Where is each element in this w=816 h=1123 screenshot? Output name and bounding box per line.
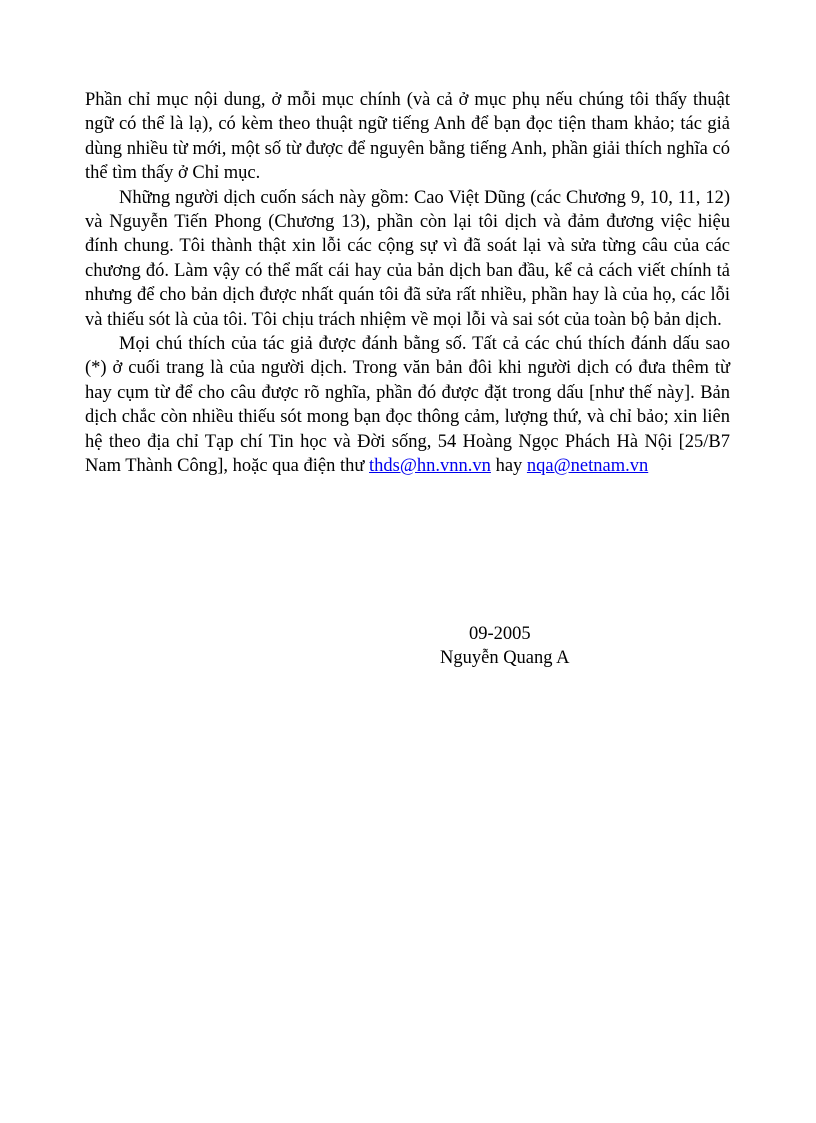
paragraph-footnotes-text: Mọi chú thích của tác giả được đánh bằng số. Tất cả các chú thích đánh dấu sao (*) ở cuối trang là của người dịch. Trong văn bản đôi khi người dịch có đưa thêm từ hay cụm từ để cho câu được rõ nghĩa, phần đó được đặt trong dấu [như thế này]. Bản dịch chắc còn nhiều thiếu sót mong bạn đọc thông cảm, lượng thứ, và chỉ bảo; xin liên hệ theo địa chỉ Tạp chí Tin học và Đời sống, 54 Hoàng Ngọc Phách Hà Nội [25/B7 Nam Thành Công], hoặc qua điện thư (85, 334, 730, 477)
signature-date: 09-2005 (469, 624, 531, 644)
signature-name: Nguyễn Quang A (440, 648, 570, 669)
paragraph-footnotes-contact (85, 332, 730, 478)
paragraph-translators: Những người dịch cuốn sách này gồm: Cao Việt Dũng (các Chương 9, 10, 11, 12) và Nguyễn Tiến Phong (Chương 13), phần còn lại tôi dịch và đảm đương việc hiệu đính chung. Tôi thành thật xin lỗi các cộng sự vì đã soát lại và sửa từng câu của các chương đó. Làm vậy có thể mất cái hay của bản dịch ban đầu, kể cả cách viết chính tả nhưng để cho bản dịch được nhất quán tôi đã sửa rất nhiều, phần hay là của họ, các lỗi và thiếu sót là của tôi. Tôi chịu trách nhiệm về mọi lỗi và sai sót của toàn bộ bản dịch. (85, 187, 730, 330)
email-link-thds[interactable]: thds@hn.vnn.vn (369, 456, 491, 477)
document-body (85, 88, 730, 479)
signature-block (440, 622, 569, 671)
paragraph-index-note: Phần chỉ mục nội dung, ở mỗi mục chính (và cả ở mục phụ nếu chúng tôi thấy thuật ngữ có thể là lạ), có kèm theo thuật ngữ tiếng Anh để bạn đọc tiện tham khảo; tác giả dùng nhiều từ mới, một số từ được để nguyên bằng tiếng Anh, phần giải thích nghĩa có thể tìm thấy ở Chỉ mục. (85, 90, 730, 184)
email-link-nqa[interactable]: nqa@netnam.vn (526, 456, 649, 477)
email-connector: hay (490, 456, 527, 477)
